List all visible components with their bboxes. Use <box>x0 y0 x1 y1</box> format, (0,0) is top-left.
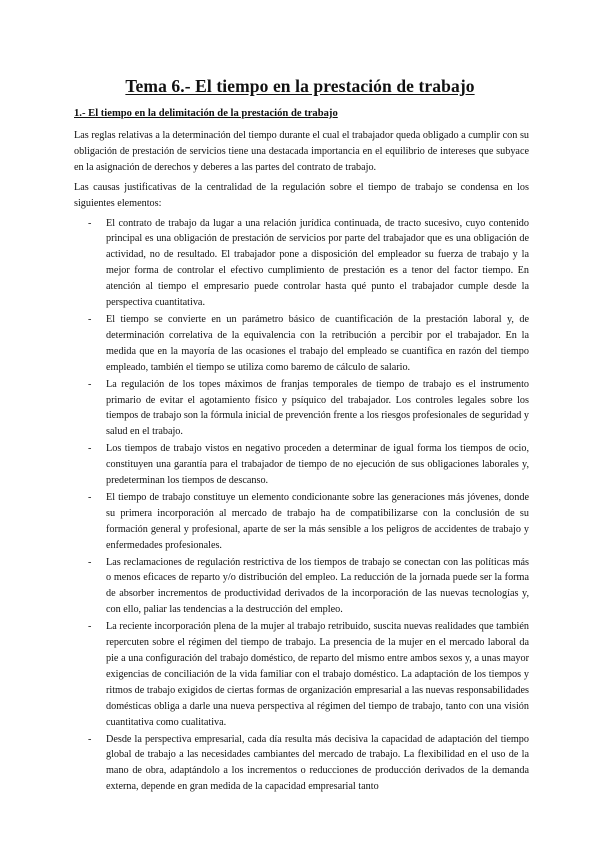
list-item <box>74 490 529 554</box>
bullet-marker: - <box>88 217 92 229</box>
document-body <box>74 128 529 796</box>
list-item-text: La regulación de los topes máximos de franjas temporales de tiempo de trabajo es el instrumento primario de evitar el agotamiento físico y psíquico del trabajador. Los controles legales sobre los tiempos de trabajo son la fórmula inicial de prevención frente a los riesgos profesionales de seguridad y salud en el trabajo. <box>106 378 529 438</box>
list-item <box>74 377 529 441</box>
causes-list <box>74 216 529 796</box>
bullet-marker: - <box>88 491 92 503</box>
bullet-marker: - <box>88 443 92 455</box>
list-item-text: Los tiempos de trabajo vistos en negativo proceden a determinar de igual forma los tiempos de ocio, constituyen una garantía para el trabajador de tiempo de no ejecución de sus obligaciones laborales y, predeterminan los tiempos de descanso. <box>106 443 529 487</box>
section-heading: 1.- El tiempo en la delimitación de la prestación de trabajo <box>74 108 338 119</box>
list-item <box>74 216 529 311</box>
bullet-marker: - <box>88 556 92 568</box>
list-item <box>74 441 529 489</box>
list-item-text: El tiempo se convierte en un parámetro básico de cuantificación de la prestación laboral y, de determinación correlativa de la equivalencia con la retribución a percibir por el trabajador. En la medida que en la mayoría de las ocasiones el trabajo del empleado se cuantifica en razón del tiempo empleado, también el tiempo se utiliza como baremo de cálculo de salario. <box>106 313 529 373</box>
list-item-text: El tiempo de trabajo constituye un elemento condicionante sobre las generaciones más jóvenes, donde su primera incorporación al mercado de trabajo ha de compatibilizarse con la conclusión de su formación general y profesional, aparte de ser la más sensible a los peligros de accidentes de trabajo y enfermedades profesionales. <box>106 491 529 551</box>
list-item-text: Desde la perspectiva empresarial, cada día resulta más decisiva la capacidad de adaptación del tiempo global de trabajo a las necesidades cambiantes del mercado de trabajo. La flexibilidad en el uso de la mano de obra, adaptándolo a los incrementos o reducciones de producción derivados de la demanda externa, depende en gran medida de la capacidad empresarial tanto <box>106 733 529 793</box>
list-item <box>74 619 529 730</box>
list-item <box>74 732 529 796</box>
bullet-marker: - <box>88 378 92 390</box>
page-title: Tema 6.- El tiempo en la prestación de trabajo <box>125 76 475 96</box>
list-item <box>74 312 529 376</box>
intro-paragraph: Las reglas relativas a la determinación del tiempo durante el cual el trabajador queda obligado a cumplir con su obligación de prestación de servicios tiene una destacada importancia en el equilibrio de intereses que subyace en la asignación de derechos y deberes a las partes del contrato de trabajo. <box>74 130 529 173</box>
list-item-text: La reciente incorporación plena de la mujer al trabajo retribuido, suscita nuevas realidades que también repercuten sobre el régimen del tiempo de trabajo. La presencia de la mujer en el mercado laboral da pie a una configuración del trabajo doméstico, de reparto del mismo entre ambos sexos y, a unas mayor exigencias de conciliación de la vida familiar con el trabajo doméstico. La adaptación de los tiempos y ritmos de trabajo exigidos de ciertas formas de organización empresarial a las nuevas responsabilidades domésticas obliga a darle una nueva perspectiva al régimen del tiempo de trabajo, tanto con una visión cuantitativa como cualitativa. <box>106 621 529 728</box>
list-item-text: El contrato de trabajo da lugar a una relación jurídica continuada, de tracto sucesivo, cuyo contenido principal es una obligación de prestación de servicios por parte del trabajador que es una obligación de actividad, no de resultado. El trabajador pone a disposición del empleador su fuerza de trabajo y la mejor forma de controlar el efectivo cumplimiento de prestación es a tenor del factor tiempo. En atención al tiempo el empresario puede controlar hasta qué punto el trabajador cumple desde la perspectiva cuantitativa. <box>106 217 529 309</box>
list-item-text: Las reclamaciones de regulación restrictiva de los tiempos de trabajo se conectan con las políticas más o menos eficaces de reparto y/o distribución del empleo. La reducción de la jornada puede ser la forma de absorber incrementos de productividad derivados de la incorporación de las nuevas tecnologías y, con ello, paliar las tendencias a la destrucción del empleo. <box>106 556 529 616</box>
list-item <box>74 555 529 619</box>
bullet-marker: - <box>88 733 92 745</box>
bullet-marker: - <box>88 621 92 633</box>
causes-paragraph: Las causas justificativas de la centralidad de la regulación sobre el tiempo de trabajo se condensa en los siguientes elementos: <box>74 181 529 209</box>
bullet-marker: - <box>88 313 92 325</box>
